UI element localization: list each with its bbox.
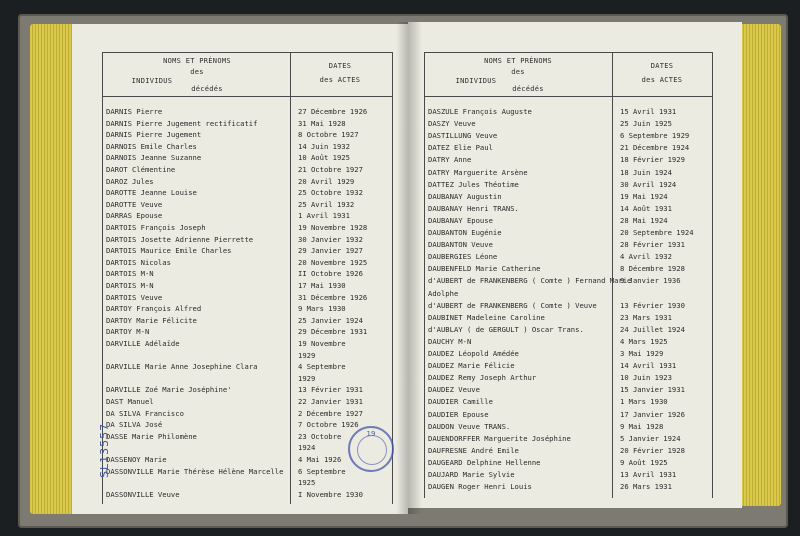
entry-name: DAUBANTON Veuve bbox=[428, 240, 493, 250]
entry-name: DASZULE François Auguste bbox=[428, 107, 532, 116]
entry-name: DARTOIS M-N bbox=[106, 269, 154, 279]
entry-name: d'AUBERT de FRANKENBERG ( Comte ) Fernand Marie bbox=[428, 276, 632, 286]
entry-date: 23 Octobre bbox=[298, 431, 342, 441]
entry-date: 26 Mars 1931 bbox=[620, 482, 672, 492]
entry-name: DAUDIER Epouse bbox=[428, 409, 489, 419]
entry-name: DARVILLE Adélaïde bbox=[106, 339, 180, 348]
entry-date: 4 Avril 1932 bbox=[620, 252, 672, 262]
entry-date: 24 Juillet 1924 bbox=[620, 324, 685, 334]
entry-name: DARTOIS François Joseph bbox=[106, 223, 206, 232]
entry-date: 1929 bbox=[298, 350, 316, 360]
entry-date: 1 Avril 1931 bbox=[298, 211, 350, 221]
entry-name: DAUGEN Roger Henri Louis bbox=[428, 482, 532, 492]
entry-name: DARTOIS M-N bbox=[106, 281, 154, 290]
entry-date: 7 Octobre 1926 bbox=[298, 420, 359, 430]
entry-name: DAUBANTON Eugénie bbox=[428, 228, 502, 237]
entry-name: DARTOIS Josette Adrienne Pierrette bbox=[106, 234, 254, 244]
entry-name: DAUDON Veuve TRANS. bbox=[428, 421, 511, 431]
entry-date: 10 Août 1925 bbox=[298, 153, 350, 163]
entry-date: 25 Juin 1925 bbox=[620, 119, 672, 129]
right-header-des: des bbox=[511, 68, 525, 76]
page-edges-left bbox=[30, 24, 76, 514]
entry-date: 4 Mars 1925 bbox=[620, 336, 668, 346]
entry-date: 28 Mai 1924 bbox=[620, 215, 668, 225]
entry-name: DARNOIS Emile Charles bbox=[106, 141, 197, 151]
right-header-individus: INDIVIDUS bbox=[455, 77, 497, 85]
entry-name: DATTEZ Jules Théotime bbox=[428, 179, 519, 189]
archive-stamp bbox=[348, 426, 394, 472]
entry-name: Adolphe bbox=[428, 288, 459, 298]
entry-name: DAUFRESNE André Emile bbox=[428, 445, 519, 455]
stamp-number: 19 bbox=[366, 430, 376, 438]
entry-date: 14 Août 1931 bbox=[620, 203, 672, 213]
entry-name: DAUBANAY Augustin bbox=[428, 191, 502, 201]
entry-date: 20 Avril 1929 bbox=[298, 176, 355, 186]
entry-name: DARVILLE Zoé Marie Joséphine' bbox=[106, 385, 232, 395]
entry-date: 30 Avril 1924 bbox=[620, 179, 677, 189]
entry-date: 19 Novembre bbox=[298, 339, 346, 348]
entry-name: DAROTTE Jeanne Louise bbox=[106, 188, 197, 198]
right-page bbox=[408, 22, 742, 508]
book-gutter bbox=[396, 22, 422, 514]
left-header-individus: INDIVIDUS bbox=[131, 77, 173, 85]
entry-name: DARNIS Pierre bbox=[106, 107, 163, 116]
entry-date: 20 Septembre 1924 bbox=[620, 228, 694, 237]
right-top-rule bbox=[424, 52, 712, 53]
entry-date: 13 Février 1931 bbox=[298, 385, 363, 395]
stamp-emblem bbox=[357, 435, 387, 465]
entry-name: DARTOIS Maurice Emile Charles bbox=[106, 246, 232, 256]
entry-date: 31 Décembre 1926 bbox=[298, 292, 368, 302]
entry-name: DA SILVA Francisco bbox=[106, 408, 184, 418]
left-header-decedes: décédés bbox=[191, 85, 223, 93]
entry-name: DATEZ Elie Paul bbox=[428, 143, 493, 153]
entry-date: 1929 bbox=[298, 373, 316, 383]
entry-date: 25 Janvier 1924 bbox=[298, 315, 363, 325]
entry-date: 18 Février 1929 bbox=[620, 155, 685, 165]
right-header-decedes: décédés bbox=[512, 85, 544, 93]
entry-name: DARTOY M-N bbox=[106, 327, 150, 337]
entry-date: 13 Avril 1931 bbox=[620, 470, 677, 479]
entry-date: 14 Juin 1932 bbox=[298, 141, 350, 151]
left-header-des: des bbox=[190, 68, 204, 76]
entry-date: 28 Février 1931 bbox=[620, 240, 685, 250]
entry-date: 18 Juin 1924 bbox=[620, 167, 672, 177]
shelfmark-label: SL13557 bbox=[98, 422, 111, 478]
entry-date: 1925 bbox=[298, 478, 316, 488]
entry-date: 9 Mai 1928 bbox=[620, 421, 664, 431]
entry-date: 29 Décembre 1931 bbox=[298, 327, 368, 337]
entry-name: DAUDEZ Marie Félicie bbox=[428, 361, 515, 371]
entry-name: DARNIS Pierre Jugement bbox=[106, 130, 202, 140]
entry-name: DAUCHY M-N bbox=[428, 336, 472, 346]
entry-date: 15 Avril 1931 bbox=[620, 107, 677, 116]
entry-date: II Octobre 1926 bbox=[298, 269, 363, 279]
entry-name: DASSE Marie Philomène bbox=[106, 431, 197, 441]
entry-name: DAROTTE Veuve bbox=[106, 199, 163, 209]
entry-date: 21 Octobre 1927 bbox=[298, 165, 363, 174]
right-margin-rule bbox=[424, 52, 425, 498]
left-header-dates: DATES bbox=[328, 62, 352, 70]
entry-name: DA SILVA José bbox=[106, 420, 163, 430]
entry-name: DARNOIS Jeanne Suzanne bbox=[106, 153, 202, 163]
left-column-divider bbox=[290, 52, 291, 504]
entry-name: DARNIS Pierre Jugement rectificatif bbox=[106, 118, 258, 128]
entry-date: 31 Mai 1928 bbox=[298, 118, 346, 128]
entry-date: 21 Décembre 1924 bbox=[620, 143, 690, 153]
entry-name: DAUGEARD Delphine Hellenne bbox=[428, 457, 541, 467]
entry-date: 19 Novembre 1928 bbox=[298, 223, 368, 232]
entry-name: DAROZ Jules bbox=[106, 176, 154, 186]
entry-date: 9 Mars 1930 bbox=[298, 304, 346, 314]
entry-date: 2 Décembre 1927 bbox=[298, 408, 363, 418]
entry-date: 13 Février 1930 bbox=[620, 300, 685, 310]
entry-date: 25 Avril 1932 bbox=[298, 199, 355, 209]
right-right-rule bbox=[712, 52, 713, 498]
entry-name: DARTOIS Veuve bbox=[106, 292, 163, 302]
entry-name: DASSONVILLE Veuve bbox=[106, 489, 180, 499]
entry-name: d'AUBERT de FRANKENBERG ( Comte ) Veuve bbox=[428, 300, 597, 310]
entry-name: DATRY Marguerite Arsène bbox=[428, 167, 528, 177]
entry-name: DAST Manuel bbox=[106, 397, 154, 406]
entry-name: DAUDIER Camille bbox=[428, 397, 493, 407]
left-header-des-actes: des ACTES bbox=[319, 76, 361, 84]
entry-date: 8 Octobre 1927 bbox=[298, 130, 359, 140]
right-header-des-actes: des ACTES bbox=[641, 76, 683, 84]
entry-date: 9 Août 1925 bbox=[620, 457, 668, 467]
entry-name: DARRAS Epouse bbox=[106, 211, 163, 221]
entry-date: 1924 bbox=[298, 443, 316, 453]
entry-date: 6 Septembre 1929 bbox=[620, 131, 690, 141]
entry-name: DAUDEZ Veuve bbox=[428, 385, 480, 395]
entry-date: 1 Mars 1930 bbox=[620, 397, 668, 407]
entry-date: I Novembre 1930 bbox=[298, 489, 363, 499]
entry-name: DARVILLE Marie Anne Josephine Clara bbox=[106, 362, 258, 372]
entry-name: DASZY Veuve bbox=[428, 119, 476, 129]
entry-date: 19 Mai 1924 bbox=[620, 191, 668, 201]
left-top-rule bbox=[102, 52, 392, 53]
left-right-rule bbox=[392, 52, 393, 504]
entry-name: DAUJARD Marie Sylvie bbox=[428, 470, 515, 479]
left-header-rule bbox=[102, 96, 392, 97]
right-header-names: NOMS ET PRÉNOMS bbox=[484, 57, 552, 65]
entry-date: 6 Septembre bbox=[298, 466, 346, 476]
entry-date: 29 Janvier 1927 bbox=[298, 246, 363, 256]
entry-date: 8 Décembre 1928 bbox=[620, 264, 685, 274]
entry-date: 22 Janvier 1931 bbox=[298, 397, 363, 406]
entry-date: 17 Janvier 1926 bbox=[620, 409, 685, 419]
entry-name: DASSENOY Marie bbox=[106, 455, 167, 464]
entry-name: DATRY Anne bbox=[428, 155, 472, 165]
entry-name: DASTILLUNG Veuve bbox=[428, 131, 498, 141]
entry-name: DAUBERGIES Léone bbox=[428, 252, 498, 262]
entry-date: 20 Février 1928 bbox=[620, 445, 685, 455]
entry-date: 4 Septembre bbox=[298, 362, 346, 372]
entry-name: d'AUBLAY ( de GERGULT ) Oscar Trans. bbox=[428, 324, 584, 334]
entry-date: 25 Octobre 1932 bbox=[298, 188, 363, 198]
entry-name: DAUDEZ Léopold Amédée bbox=[428, 349, 519, 358]
entry-name: DAUDEZ Remy Joseph Arthur bbox=[428, 373, 537, 383]
entry-name: DAROT Clémentine bbox=[106, 165, 176, 174]
entry-name: DAUBINET Madeleine Caroline bbox=[428, 312, 545, 322]
entry-name: DAUBENFELD Marie Catherine bbox=[428, 264, 541, 274]
entry-date: 10 Juin 1923 bbox=[620, 373, 672, 383]
entry-date: 20 Novembre 1925 bbox=[298, 257, 368, 267]
right-header-dates: DATES bbox=[650, 62, 674, 70]
entry-date: 30 Janvier 1932 bbox=[298, 234, 363, 244]
entry-name: DAUBANAY Henri TRANS. bbox=[428, 203, 519, 213]
entry-name: DARTOY François Alfred bbox=[106, 304, 202, 314]
entry-date: 15 Janvier 1931 bbox=[620, 385, 685, 395]
right-column-divider bbox=[612, 52, 613, 498]
entry-name: DARTOIS Nicolas bbox=[106, 257, 171, 267]
right-header-rule bbox=[424, 96, 712, 97]
entry-name: DASSONVILLE Marie Thérèse Hélène Marcelle bbox=[106, 466, 284, 476]
entry-date: 3 Mai 1929 bbox=[620, 349, 664, 358]
entry-date: 5 Janvier 1924 bbox=[620, 433, 681, 443]
left-header-names: NOMS ET PRÉNOMS bbox=[163, 57, 231, 65]
entry-date: 9 Janvier 1936 bbox=[620, 276, 681, 286]
entry-date: 14 Avril 1931 bbox=[620, 361, 677, 371]
entry-date: 23 Mars 1931 bbox=[620, 312, 672, 322]
entry-date: 4 Mai 1926 bbox=[298, 455, 342, 464]
entry-name: DAUBANAY Epouse bbox=[428, 215, 493, 225]
entry-date: 17 Mai 1930 bbox=[298, 281, 346, 290]
entry-date: 27 Décembre 1926 bbox=[298, 107, 368, 116]
entry-name: DAUENDORFFER Marguerite Joséphine bbox=[428, 433, 571, 443]
entry-name: DARTOY Marie Félicite bbox=[106, 315, 197, 325]
